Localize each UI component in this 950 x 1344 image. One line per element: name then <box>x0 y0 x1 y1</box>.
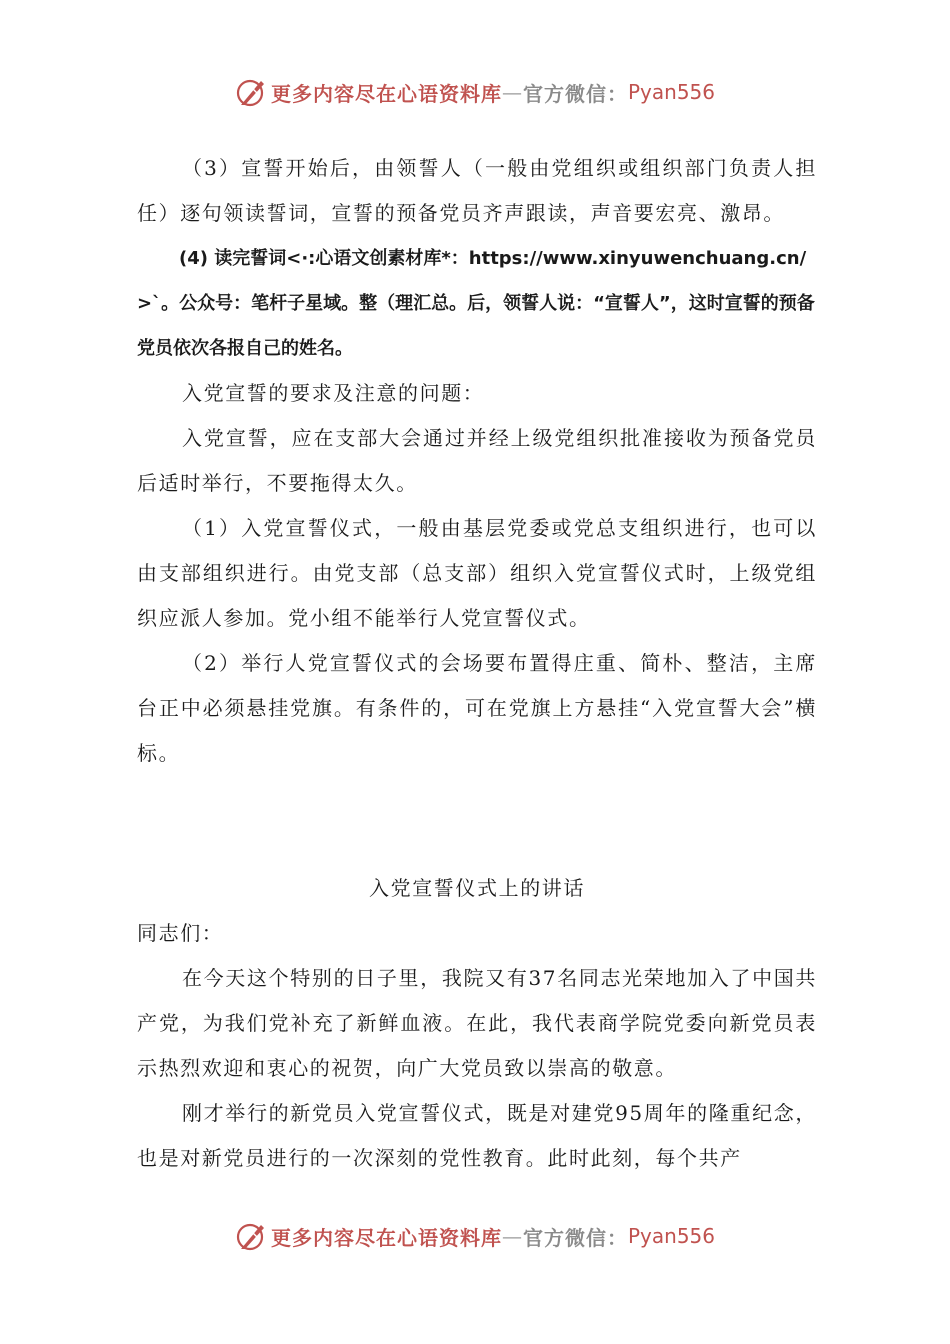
speech-paragraph-2: 刚才举行的新党员入党宣誓仪式，既是对建党95周年的隆重纪念，也是对新党员进行的一次深刻的党性教育。此时此刻，每个共产 <box>137 1101 817 1170</box>
banner-wechat-id: Pyan556 <box>627 1224 715 1248</box>
banner-dash: — <box>501 1224 523 1248</box>
document-body <box>137 146 817 1181</box>
paragraph-oath-step-4: (4) 读完誓词<·:心语文创素材库*：https://www.xinyuwenchuang.cn/>`。公众号：笔杆子星域。整（理汇总。后，领誓人说：“宣誓人”，这时宣誓的预备党员依次各报自己的姓名。 <box>137 248 815 359</box>
quill-logo-icon <box>235 75 269 109</box>
banner-text: 更多内容尽在心语资料库 <box>270 1225 502 1250</box>
speech-salutation: 同志们： <box>137 921 224 945</box>
footer-banner <box>0 1214 950 1258</box>
section-gap <box>137 776 817 866</box>
paragraph-requirement-2: （2）举行人党宣誓仪式的会场要布置得庄重、简朴、整洁，主席台正中必须悬挂党旗。有条件的，可在党旗上方悬挂“入党宣誓大会”横标。 <box>137 651 817 765</box>
banner-dash: — <box>501 80 523 104</box>
header-banner <box>0 70 950 114</box>
banner-wechat-label: 官方微信： <box>522 81 628 106</box>
quill-logo-icon <box>235 1219 269 1253</box>
paragraph-requirement-1: （1）入党宣誓仪式，一般由基层党委或党总支组织进行，也可以由支部组织进行。由党支部（总支部）组织入党宣誓仪式时，上级党组织应派人参加。党小组不能举行人党宣誓仪式。 <box>137 516 817 630</box>
paragraph-oath-step-3: （3）宣誓开始后，由领誓人（一般由党组织或组织部门负责人担任）逐句领读誓词，宣誓的预备党员齐声跟读，声音要宏亮、激昂。 <box>137 156 817 225</box>
speech-paragraph-1: 在今天这个特别的日子里，我院又有37名同志光荣地加入了中国共产党，为我们党补充了新鲜血液。在此，我代表商学院党委向新党员表示热烈欢迎和衷心的祝贺，向广大党员致以崇高的敬意。 <box>137 966 817 1080</box>
banner-wechat-id: Pyan556 <box>627 80 715 104</box>
paragraph-requirements-heading: 入党宣誓的要求及注意的问题： <box>182 381 485 405</box>
paragraph-oath-timing: 入党宣誓，应在支部大会通过并经上级党组织批准接收为预备党员后适时举行，不要拖得太久。 <box>137 426 817 495</box>
speech-title: 入党宣誓仪式上的讲话 <box>369 876 585 900</box>
banner-text: 更多内容尽在心语资料库 <box>270 81 502 106</box>
banner-wechat-label: 官方微信： <box>522 1225 628 1250</box>
